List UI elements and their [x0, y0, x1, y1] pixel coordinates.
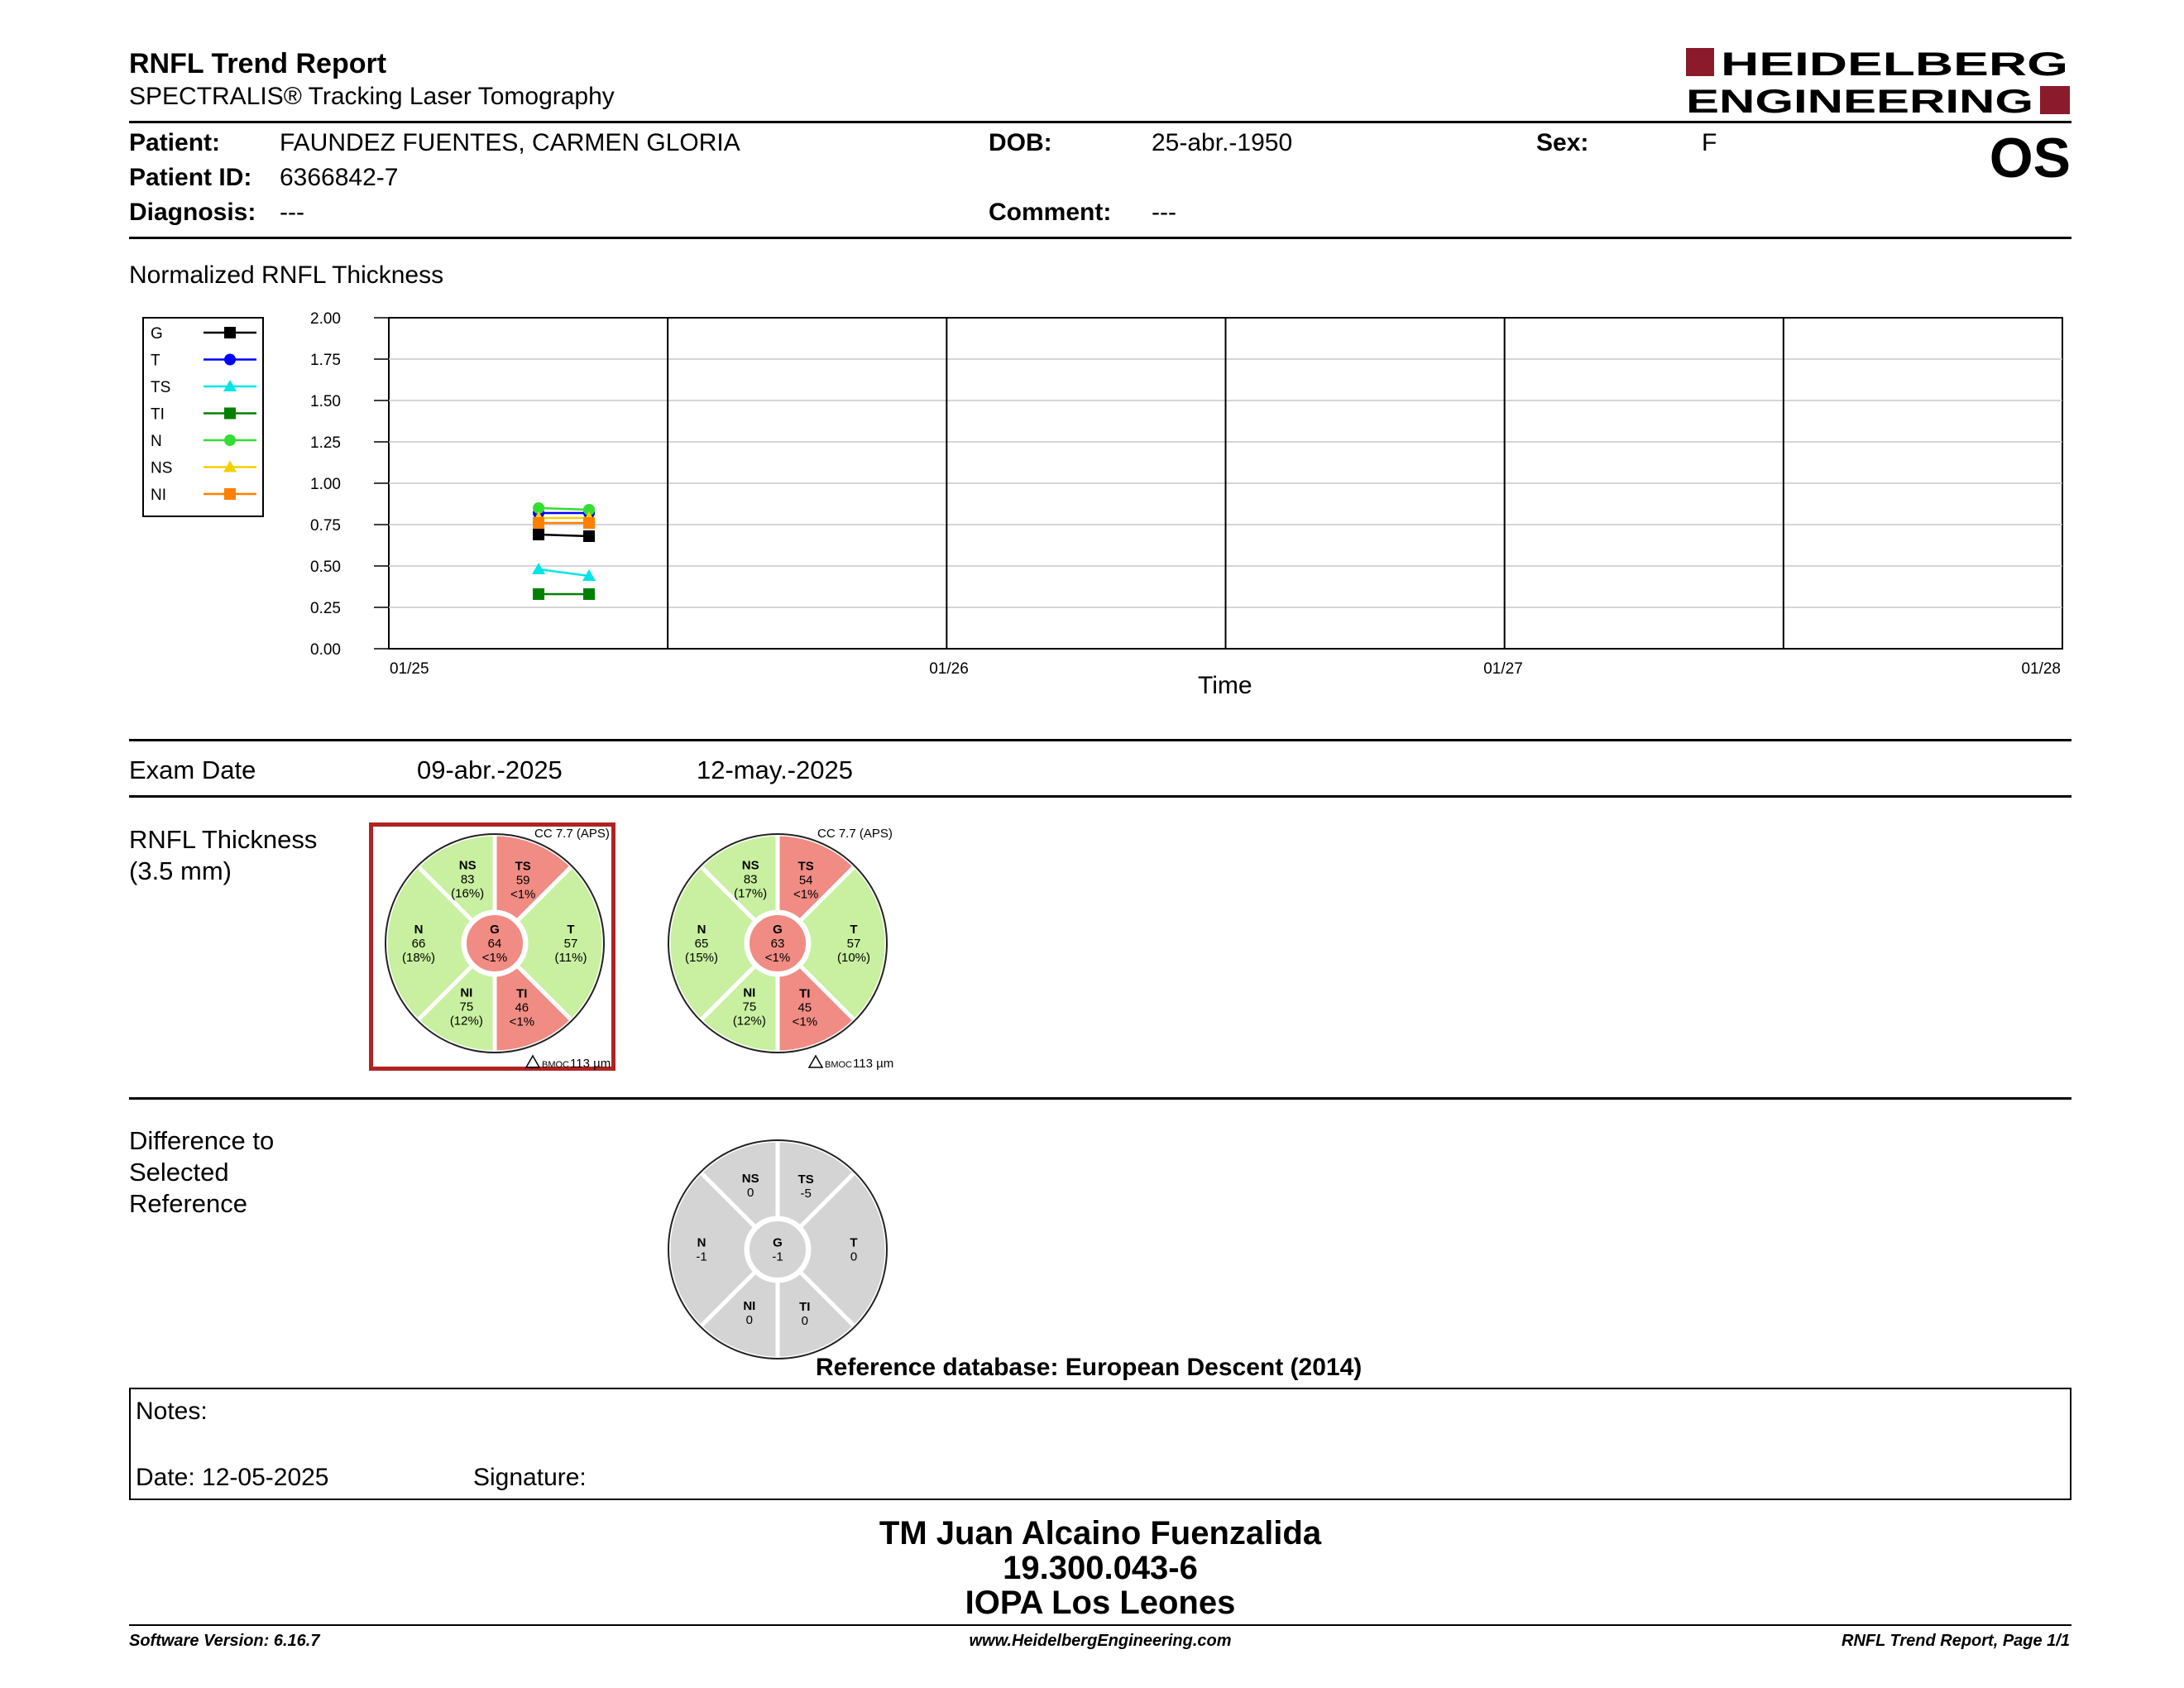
chart-title: Normalized RNFL Thickness	[129, 261, 444, 289]
diagnosis-value: ---	[280, 199, 304, 226]
logo-line1: HEIDELBERG	[1721, 46, 2068, 83]
sector-label-NS: (16%)	[451, 886, 485, 901]
bmoc-value: 113 µm	[853, 1057, 894, 1071]
exam-date-2: 12-may.-2025	[697, 755, 853, 784]
website-link[interactable]: www.HeidelbergEngineering.com	[969, 1632, 1232, 1650]
sector-label-TS: TS	[515, 859, 531, 874]
notes-date: Date: 12-05-2025	[136, 1464, 329, 1491]
y-tick-label: 1.75	[310, 352, 341, 369]
sector-label-N: -1	[696, 1249, 707, 1264]
rnfl-divider	[129, 1097, 2071, 1100]
x-tick-label: 01/25	[390, 660, 429, 678]
sector-label-TI: TI	[516, 986, 528, 1001]
sector-label-T: 0	[850, 1249, 858, 1264]
y-tick-label: 1.00	[310, 476, 341, 493]
patient-divider	[129, 237, 2071, 239]
diff-label-3: Reference	[129, 1189, 248, 1218]
sector-label-NS: 83	[743, 872, 758, 887]
patient-label: Patient:	[129, 129, 221, 156]
comment-label: Comment:	[989, 199, 1112, 226]
legend-label: NI	[151, 487, 166, 504]
legend-label: TS	[151, 379, 171, 396]
sector-label-TI: TI	[799, 1299, 811, 1314]
bmoc-label: BMOC	[825, 1060, 852, 1070]
chart-divider	[129, 739, 2071, 741]
data-point-G	[583, 530, 595, 542]
header-divider	[129, 121, 2071, 123]
sector-label-NI: (12%)	[449, 1014, 483, 1029]
trend-chart	[0, 298, 2184, 712]
sector-label-T: T	[567, 923, 575, 937]
y-tick-label: 0.00	[310, 641, 341, 659]
sector-label-T: 57	[563, 937, 578, 951]
sector-label-NI: NI	[460, 985, 473, 1000]
sector-label-NS: NS	[458, 858, 477, 873]
patient-id-label: Patient ID:	[129, 164, 252, 191]
sector-label-NI: 75	[459, 1000, 474, 1014]
signature-label: Signature:	[473, 1464, 587, 1491]
sector-label-N: 66	[411, 937, 426, 951]
dob-value: 25-abr.-1950	[1152, 129, 1293, 156]
sector-label-NI: 0	[745, 1313, 754, 1328]
sector-label-TI: TI	[799, 986, 811, 1001]
heidelberg-logo	[1686, 46, 2071, 116]
sector-label-G: G	[490, 923, 500, 937]
difference-circle	[660, 1134, 908, 1365]
sector-label-N: (15%)	[684, 951, 719, 965]
sector-label-T: 57	[846, 937, 861, 951]
chart-legend	[143, 318, 263, 516]
legend-label: TI	[151, 405, 165, 424]
sector-label-T: (10%)	[836, 951, 871, 965]
legend-marker	[224, 354, 236, 366]
footer-divider	[129, 1624, 2071, 1626]
sector-label-NS: NS	[741, 858, 759, 873]
sector-label-TS: TS	[797, 859, 814, 874]
sector-label-G: 64	[487, 937, 502, 951]
cc-label: CC 7.7 (APS)	[534, 827, 610, 841]
sector-label-G: <1%	[764, 951, 791, 965]
rnfl-circle-2[interactable]	[660, 826, 908, 1074]
eye-indicator: OS	[1989, 127, 2071, 189]
sector-label-NI: (12%)	[732, 1014, 766, 1029]
sector-label-T: (11%)	[554, 951, 587, 965]
series-line-N	[539, 508, 589, 510]
sector-label-TS: <1%	[510, 887, 536, 902]
chart-series	[532, 502, 596, 600]
rnfl-label-2: (3.5 mm)	[129, 856, 232, 885]
page-number: RNFL Trend Report, Page 1/1	[1842, 1632, 2070, 1650]
signer-clinic: IOPA Los Leones	[965, 1585, 1236, 1621]
triangle-icon	[526, 1056, 539, 1067]
sector-label-NI: 75	[742, 1000, 757, 1014]
sector-label-NS: NS	[741, 1172, 759, 1187]
notes-box[interactable]	[129, 1388, 2071, 1500]
sector-label-TS: TS	[797, 1172, 814, 1187]
data-point-TS	[532, 563, 545, 574]
sector-label-G: G	[773, 1235, 783, 1250]
sector-label-TS: <1%	[793, 887, 819, 902]
x-tick-label: 01/27	[1483, 660, 1523, 678]
bmoc-value: 113 µm	[570, 1057, 611, 1071]
patient-name: FAUNDEZ FUENTES, CARMEN GLORIA	[280, 129, 740, 156]
sector-label-NI: NI	[743, 985, 756, 1000]
data-point-TI	[583, 588, 595, 600]
chart-grid	[374, 318, 2062, 649]
sector-label-G: G	[773, 923, 783, 937]
x-tick-label: 01/26	[929, 660, 969, 678]
bmoc-label: BMOC	[542, 1060, 569, 1070]
report-title: RNFL Trend Report	[129, 48, 387, 79]
software-version: Software Version: 6.16.7	[129, 1632, 320, 1650]
data-point-G	[533, 529, 544, 540]
sector-label-N: (18%)	[401, 951, 436, 965]
sector-label-G: <1%	[481, 951, 508, 965]
sector-label-G: -1	[772, 1249, 783, 1264]
sector-label-N: N	[697, 1235, 706, 1250]
sector-label-TS: 54	[798, 873, 813, 888]
sector-label-T: T	[850, 923, 858, 937]
series-line-TS	[539, 569, 589, 576]
cc-label: CC 7.7 (APS)	[817, 827, 893, 841]
legend-marker	[224, 488, 236, 500]
y-tick-label: 0.50	[310, 559, 341, 576]
sex-value: F	[1702, 129, 1717, 156]
legend-label: T	[151, 352, 160, 370]
sex-label: Sex:	[1536, 129, 1589, 156]
x-axis-title: Time	[1198, 672, 1252, 699]
sector-label-TI: <1%	[792, 1014, 818, 1029]
report-subtitle: SPECTRALIS® Tracking Laser Tomography	[129, 83, 615, 110]
sector-label-TS: 59	[515, 873, 530, 888]
triangle-icon	[809, 1056, 822, 1067]
sector-label-N: N	[414, 923, 424, 937]
rnfl-label-1: RNFL Thickness	[129, 825, 318, 854]
legend-marker	[224, 327, 236, 338]
comment-value: ---	[1152, 199, 1176, 226]
logo-line2: ENGINEERING	[1686, 84, 2033, 116]
data-point-NI	[533, 517, 544, 529]
sector-label-TS: -5	[800, 1186, 812, 1201]
signer-id: 19.300.043-6	[1003, 1550, 1198, 1586]
sector-label-TI: 0	[801, 1313, 808, 1328]
series-line-G	[539, 535, 589, 536]
sector-label-NS: 0	[747, 1186, 754, 1201]
legend-label: G	[151, 325, 163, 343]
exam-divider	[129, 795, 2071, 798]
exam-date-label: Exam Date	[129, 755, 256, 784]
legend-label: NS	[151, 459, 173, 477]
legend-label: N	[151, 433, 162, 450]
signer-name: TM Juan Alcaino Fuenzalida	[879, 1515, 1322, 1551]
exam-date-1: 09-abr.-2025	[417, 755, 563, 784]
sector-label-T: T	[850, 1235, 858, 1250]
data-point-TI	[533, 588, 544, 600]
sector-label-TI: <1%	[509, 1014, 535, 1029]
patient-id-value: 6366842-7	[280, 164, 399, 191]
y-tick-label: 1.25	[310, 434, 341, 452]
legend-marker	[224, 408, 236, 420]
y-axis	[310, 310, 341, 659]
y-tick-label: 2.00	[310, 310, 341, 328]
diff-label-2: Selected	[129, 1158, 229, 1187]
rnfl-circle-1[interactable]	[377, 826, 625, 1074]
sector-label-NS: 83	[460, 872, 475, 887]
sector-label-G: 63	[770, 937, 785, 951]
sector-label-NI: NI	[743, 1299, 756, 1314]
y-tick-label: 0.75	[310, 517, 341, 535]
data-point-NI	[583, 517, 595, 529]
legend-marker	[224, 434, 236, 446]
diff-label-1: Difference to	[129, 1126, 275, 1155]
sector-label-TI: 46	[515, 1000, 529, 1015]
notes-label: Notes:	[136, 1398, 208, 1425]
dob-label: DOB:	[989, 129, 1052, 156]
y-tick-label: 1.50	[310, 393, 341, 410]
y-tick-label: 0.25	[310, 600, 341, 617]
sector-label-TI: 45	[797, 1000, 812, 1015]
sector-label-N: 65	[694, 937, 709, 951]
sector-label-N: N	[697, 923, 706, 937]
diagnosis-label: Diagnosis:	[129, 199, 256, 226]
sector-label-NS: (17%)	[734, 886, 768, 901]
reference-database: Reference database: European Descent (2014)	[816, 1354, 1363, 1381]
x-tick-label: 01/28	[2021, 660, 2061, 678]
